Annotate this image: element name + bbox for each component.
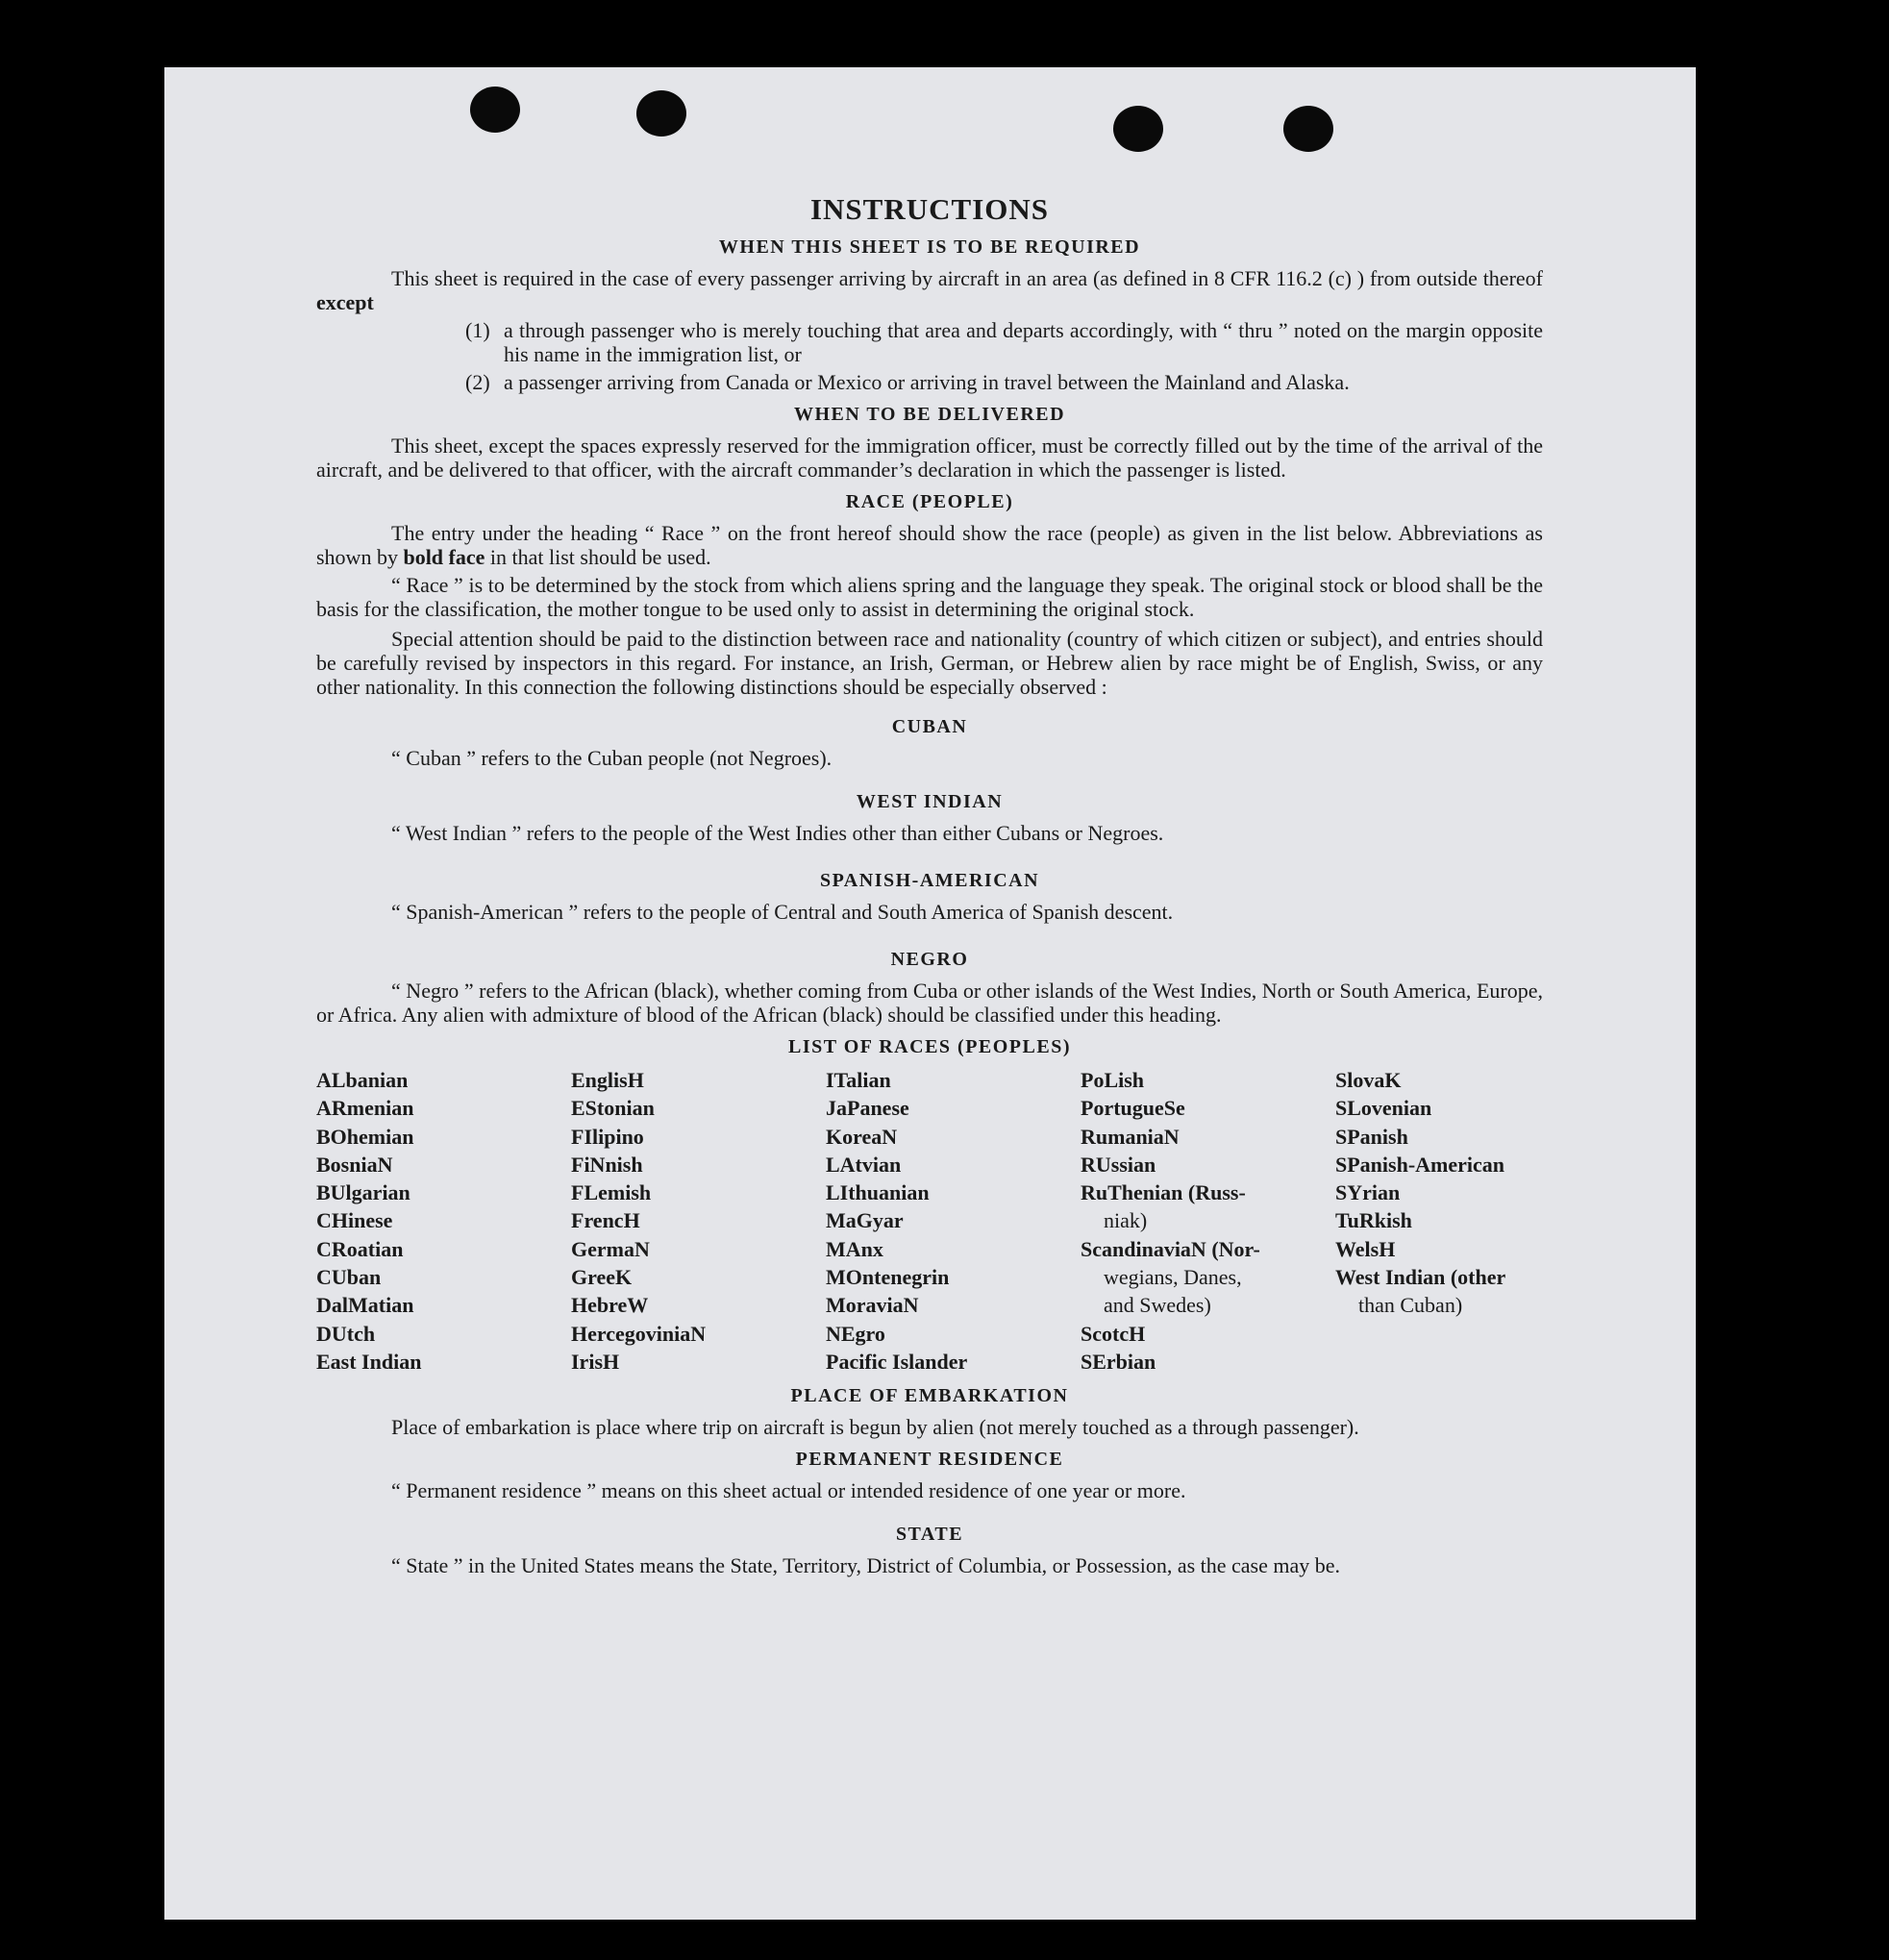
race-entry: FLemish: [571, 1180, 652, 1205]
race-entry: SYrian: [1335, 1180, 1401, 1205]
race-entry: GermaN: [571, 1236, 650, 1261]
race-entry: East Indian: [316, 1349, 422, 1374]
race-entry: MOntenegrin: [826, 1265, 950, 1290]
instructions-body: [316, 192, 1543, 1577]
race-entry: CUban: [316, 1265, 382, 1290]
heading-west-indian: WEST INDIAN: [856, 791, 1004, 812]
race-entry: KoreaN: [826, 1124, 898, 1149]
list-item: [465, 318, 1543, 366]
paragraph-state: “ State ” in the United States means the State, Territory, District of Columbia, or Possession, as the case may be.: [391, 1553, 1341, 1578]
race-entry: ScandinaviaN (Nor-: [1081, 1236, 1260, 1261]
race-entry: EStonian: [571, 1096, 655, 1121]
heading-residence: PERMANENT RESIDENCE: [795, 1449, 1064, 1471]
races-column: [571, 1066, 826, 1376]
race-entry: TuRkish: [1335, 1208, 1412, 1233]
page-title: INSTRUCTIONS: [809, 192, 1049, 226]
paragraph-negro: “ Negro ” refers to the African (black), whether coming from Cuba or other islands of the West Indies, North or South America, Europe, or Africa. Any alien with admixture of blood of the African (black) should be classified under this heading.: [316, 979, 1543, 1027]
paragraph-race-3: Special attention should be paid to the distinction between race and nationality (country of which citizen or subject), and entries should be carefully revised by inspectors in this regard. For instance, an Irish, German, or Hebrew alien by race might be of English, Swiss, or any other nationality. In this connection the following distinctions should be especially observed :: [316, 627, 1543, 699]
race-text-a: The entry under the heading “ Race ” on the front hereof should show the race (people) as given in the list below. Abbreviations as shown by: [316, 521, 1543, 569]
race-entry: SPanish-American: [1335, 1152, 1504, 1177]
race-entry: MaGyar: [826, 1208, 904, 1233]
paragraph-race-2: “ Race ” is to be determined by the stock from which aliens spring and the language they speak. The original stock or blood shall be the basis for the classification, the mother tongue to be used only to assist in determining the original stock.: [316, 573, 1543, 621]
race-entry: ITalian: [826, 1068, 891, 1092]
list-item: [465, 370, 1543, 394]
race-entry: BUlgarian: [316, 1180, 410, 1205]
paragraph-when-delivered: This sheet, except the spaces expressly reserved for the immigration officer, must be correctly filled out by the time of the arrival of the aircraft, and be delivered to that officer, with the aircraft commander’s declaration in which the passenger is listed.: [316, 434, 1543, 482]
race-entry-continuation: niak): [1104, 1208, 1148, 1233]
race-entry-continuation: wegians, Danes,: [1104, 1265, 1242, 1290]
race-entry: FIlipino: [571, 1124, 644, 1149]
heading-list-of-races: LIST OF RACES (PEOPLES): [787, 1036, 1071, 1057]
race-entry: CHinese: [316, 1208, 393, 1233]
heading-embarkation: PLACE OF EMBARKATION: [790, 1385, 1069, 1407]
race-entry: LAtvian: [826, 1152, 902, 1177]
race-entry: WelsH: [1335, 1236, 1396, 1261]
race-entry: PortugueSe: [1081, 1096, 1185, 1121]
race-entry: SlovaK: [1335, 1068, 1402, 1092]
races-column: [826, 1066, 1081, 1376]
document-page: [164, 67, 1696, 1920]
race-entry: RumaniaN: [1081, 1124, 1180, 1149]
race-entry: MoraviaN: [826, 1293, 919, 1318]
paragraph-cuban: “ Cuban ” refers to the Cuban people (not Negroes).: [391, 746, 833, 770]
item-number: (1): [465, 318, 490, 342]
intro-text: This sheet is required in the case of every passenger arriving by aircraft in an area (as defined in 8 CFR 116.2 (c) ) from outside thereof: [391, 266, 1543, 290]
race-entry: HebreW: [571, 1293, 649, 1318]
race-entry-continuation: than Cuban): [1358, 1293, 1463, 1318]
paragraph-residence: “ Permanent residence ” means on this sheet actual or intended residence of one year or more.: [391, 1478, 1186, 1503]
item-text: a passenger arriving from Canada or Mexico or arriving in travel between the Mainland and Alaska.: [504, 370, 1350, 394]
race-entry: BOhemian: [316, 1124, 414, 1149]
paragraph-spanish-american: “ Spanish-American ” refers to the people of Central and South America of Spanish descent.: [391, 900, 1174, 924]
paragraph-race-1: [316, 521, 1543, 569]
races-column: [1335, 1066, 1543, 1376]
heading-cuban: CUBAN: [891, 716, 968, 737]
race-entry: PoLish: [1081, 1068, 1145, 1092]
heading-when-delivered: WHEN TO BE DELIVERED: [793, 404, 1066, 425]
races-column: [1081, 1066, 1335, 1376]
race-entry: LIthuanian: [826, 1180, 930, 1205]
heading-spanish-american: SPANISH-AMERICAN: [819, 870, 1040, 891]
race-entry: SErbian: [1081, 1349, 1156, 1374]
punch-hole: [470, 87, 520, 133]
race-entry: IrisH: [571, 1349, 620, 1374]
race-entry: ScotcH: [1081, 1321, 1146, 1346]
race-entry: RuThenian (Russ-: [1081, 1180, 1246, 1205]
race-entry: MAnx: [826, 1236, 883, 1261]
heading-when-required: WHEN THIS SHEET IS TO BE REQUIRED: [718, 236, 1141, 258]
paragraph-when-required: [316, 266, 1543, 314]
heading-race: RACE (PEOPLE): [845, 491, 1014, 512]
race-entry: DalMatian: [316, 1293, 414, 1318]
paragraph-west-indian: “ West Indian ” refers to the people of the West Indies other than either Cubans or Negroes.: [391, 821, 1164, 845]
race-entry: Pacific Islander: [826, 1349, 968, 1374]
race-entry: ARmenian: [316, 1096, 414, 1121]
heading-state: STATE: [895, 1524, 964, 1546]
race-text-c: in that list should be used.: [489, 545, 711, 569]
race-entry: FiNnish: [571, 1152, 643, 1177]
race-entry: DUtch: [316, 1321, 376, 1346]
race-entry: NEgro: [826, 1321, 885, 1346]
race-entry: RUssian: [1081, 1152, 1156, 1177]
race-entry: JaPanese: [826, 1096, 909, 1121]
punch-hole: [1113, 106, 1163, 152]
race-entry: CRoatian: [316, 1236, 404, 1261]
race-entry: West Indian (other: [1335, 1265, 1506, 1290]
races-list: [316, 1066, 1543, 1376]
heading-negro: NEGRO: [890, 949, 969, 970]
item-number: (2): [465, 370, 490, 394]
item-text: a through passenger who is merely touching that area and departs accordingly, with “ thru ” noted on the margin opposite his name in the immigration list, or: [504, 318, 1543, 366]
punch-hole: [636, 90, 686, 136]
race-entry: EnglisH: [571, 1068, 644, 1092]
race-entry: SPanish: [1335, 1124, 1408, 1149]
race-entry: GreeK: [571, 1265, 633, 1290]
paragraph-embarkation: Place of embarkation is place where trip on aircraft is begun by alien (not merely touched as a through passenger).: [391, 1415, 1359, 1440]
race-entry: HercegoviniaN: [571, 1321, 707, 1346]
races-column: [316, 1066, 571, 1376]
except-bold: except: [316, 290, 374, 314]
race-entry: SLovenian: [1335, 1096, 1432, 1121]
race-entry: ALbanian: [316, 1068, 409, 1092]
race-entry: BosniaN: [316, 1152, 393, 1177]
race-entry-continuation: and Swedes): [1104, 1293, 1211, 1318]
punch-hole: [1283, 106, 1333, 152]
race-entry: FrencH: [571, 1208, 640, 1233]
bold-face-text: bold face: [403, 545, 485, 569]
